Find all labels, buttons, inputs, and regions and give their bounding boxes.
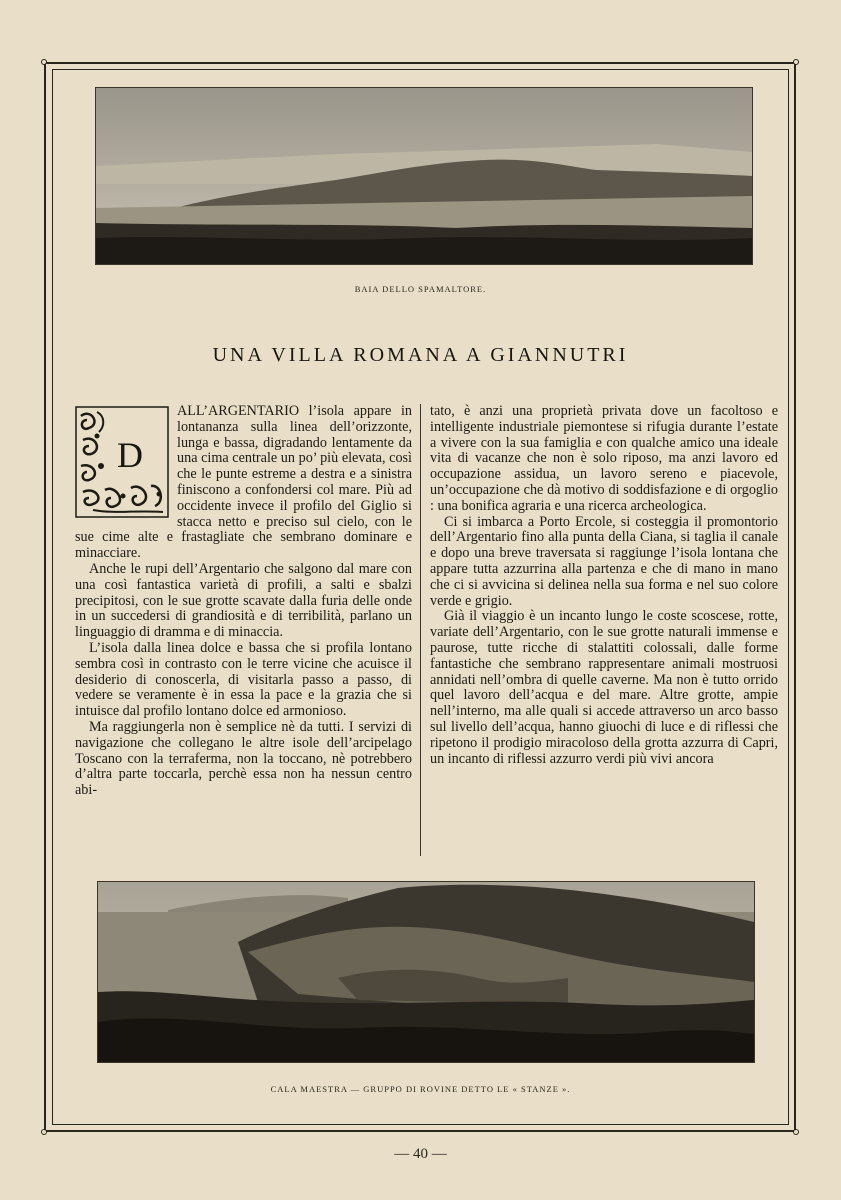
bay-landscape-image [96,88,752,264]
right-column [430,404,778,767]
article-title: UNA VILLA ROMANA A GIANNUTRI [212,344,629,366]
paragraph: tato, è anzi una proprietà privata dove un facoltoso e intelligente industriale piemontese si rifugia durante l’estate a vivere con la sua famiglia e con qualche amico una ideale vita di vacanze che non è solo riposo, ma anzi lavoro ed occupazione assidua, un lavoro sereno e piacevole, un’occupazione che dà motivo di soddisfazione e di orgoglio : una bonifica agraria e una ricerca archeologica. [430,403,778,514]
dropcap-letter: D [109,432,151,478]
paragraph: ALL’ARGENTARIO l’isola appare in lontananza sulla linea dell’orizzonte, lunga e bassa, digradando lentamente da una cima centrale un po’ più elevata, così che le punte estreme a destra e a sinistra finiscono a confondersi col mare. Più ad occidente invece il profilo del Giglio si stacca netto e preciso sul cielo, con le sue cime alte e frastagliate che sembrano dominare e minacciare. [75,403,412,562]
top-photo-caption: BAIA DELLO SPAMALTORE. [354,284,487,294]
paragraph: L’isola dalla linea dolce e bassa che si profila lontano sembra così in contrasto con le terre vicine che acuisce il desiderio di conoscerla, di visitarla passo a passo, di vedere se veramente è in essa la pace e la grazia che si intuisce dal profilo lontano dolce ed armonioso. [75,639,412,720]
column-divider [420,404,421,856]
left-column [75,404,412,799]
paragraph: Ma raggiungerla non è semplice nè da tutti. I servizi di navigazione che collegano le altre isole dell’arcipelago Toscano con la terraferma, non la toccano, nè potrebbero d’altra parte toccarla, perchè essa non ha nessun centro abi- [75,718,412,799]
corner-ornament [41,59,47,65]
bottom-photo-caption: CALA MAESTRA — GRUPPO DI ROVINE DETTO LE « STANZE ». [270,1084,571,1094]
paragraph: Anche le rupi dell’Argentario che salgono dal mare con una così fantastica varietà di profili, a salti e sbalzi precipitosi, con le sue grotte scavate dalla furia delle onde in un succedersi di grandiosità e di terribilità, parlano un linguaggio di dramma e di minaccia. [75,560,412,641]
corner-ornament [793,59,799,65]
paragraph: Ci si imbarca a Porto Ercole, si costeggia il promontorio dell’Argentario fino alla punta della Ciana, si taglia il canale e dopo una breve traversata si raggiunge l’isola lontana che appare tutta azzurrina alla partenza e che di mano in mano che ci si avvicina si delinea nella sua forma e nel suo colore verde e grigio. [430,513,778,609]
corner-ornament [41,1129,47,1135]
page-number: — 40 — [394,1146,447,1162]
ornamental-dropcap [75,406,169,518]
cove-landscape-image [98,882,754,1062]
corner-ornament [793,1129,799,1135]
paragraph: Già il viaggio è un incanto lungo le coste scoscese, rotte, variate dell’Argentario, con le sue grotte naturali immense e paurose, tutte ricche di stalattiti colossali, dalle forme fantastiche che sembrano rappresentare animali mostruosi annidati nell’ombra di quelle caverne. Ma non è tutto orrido quel lavoro dell’acqua e del mare. Altre grotte, ampie nell’interno, ma alle quali si accede attraverso un arco basso sul livello dell’acqua, hanno giuochi di luce e di riflessi che ripetono il prodigio miracoloso della grotta azzurra di Capri, un incanto di riflessi azzurro verdi più vivi ancora [430,608,778,767]
top-photo [95,87,753,265]
bottom-photo [97,881,755,1063]
